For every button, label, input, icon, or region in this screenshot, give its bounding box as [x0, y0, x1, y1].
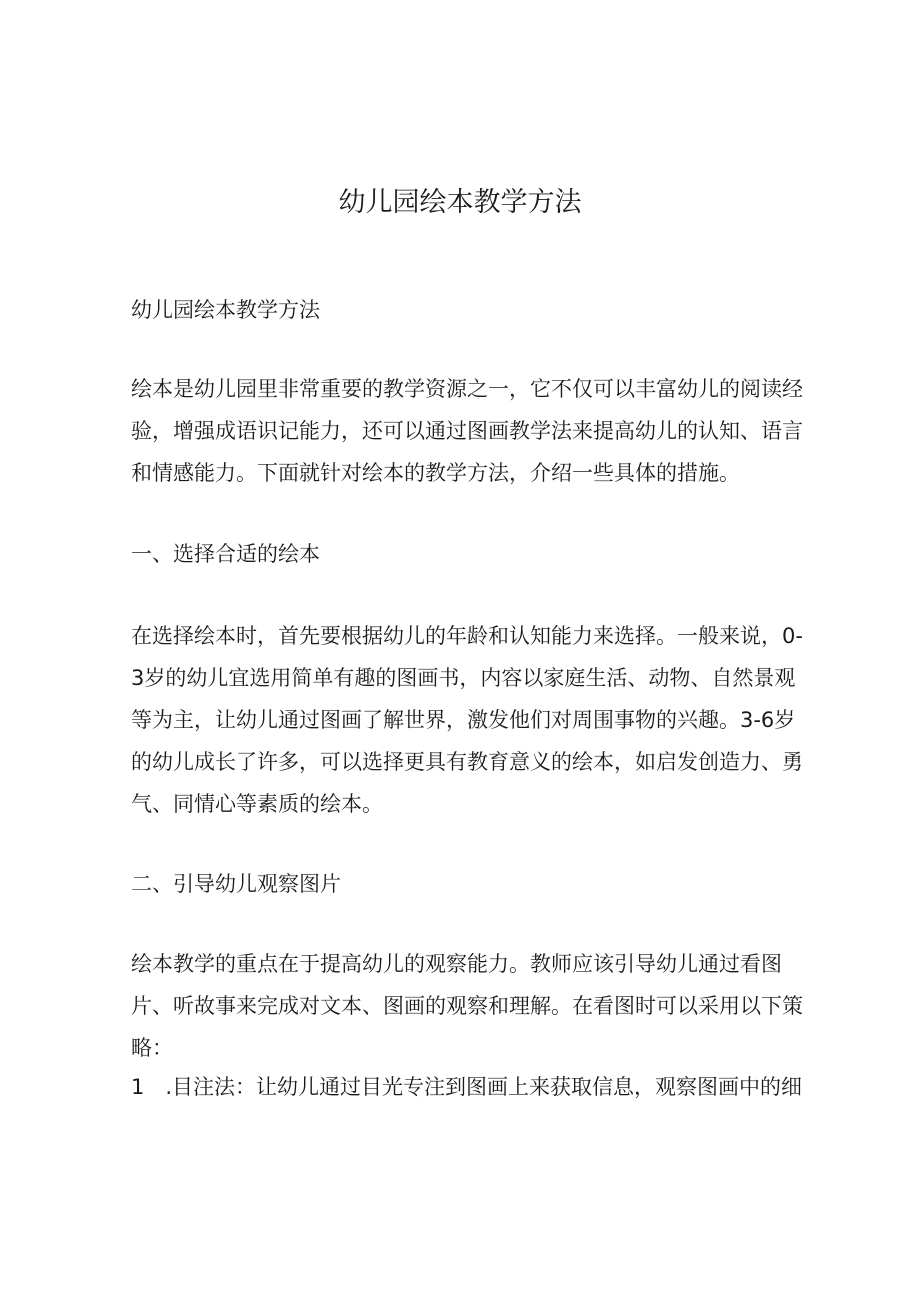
- section-2-paragraph: 绘本教学的重点在于提高幼儿的观察能力。教师应该引导幼儿通过看图片、听故事来完成对文本、图画的观察和理解。在看图时可以采用以下策略：: [131, 952, 803, 1060]
- section-1-heading: 一、选择合适的绘本: [131, 542, 320, 566]
- intro-paragraph: 绘本是幼儿园里非常重要的教学资源之一，它不仅可以丰富幼儿的阅读经验，增强成语识记能力，还可以通过图画教学法来提高幼儿的认知、语言和情感能力。下面就针对绘本的教学方法，介绍一些具体的措施。: [131, 377, 803, 485]
- document-title: 幼儿园绘本教学方法: [338, 187, 582, 218]
- section-1-paragraph: 在选择绘本时，首先要根据幼儿的年龄和认知能力来选择。一般来说，0-3岁的幼儿宜选用简单有趣的图画书，内容以家庭生活、动物、自然景观等为主，让幼儿通过图画了解世界，激发他们对周围事物的兴趣。3-6岁的幼儿成长了许多，可以选择更具有教育意义的绘本，如启发创造力、勇气、同情心等素质的绘本。: [131, 624, 803, 816]
- document-subtitle: 幼儿园绘本教学方法: [131, 298, 320, 322]
- section-2-heading: 二、引导幼儿观察图片: [131, 872, 341, 896]
- list-item: 1 .目注法：让幼儿通过目光专注到图画上来获取信息，观察图画中的细: [131, 1075, 803, 1099]
